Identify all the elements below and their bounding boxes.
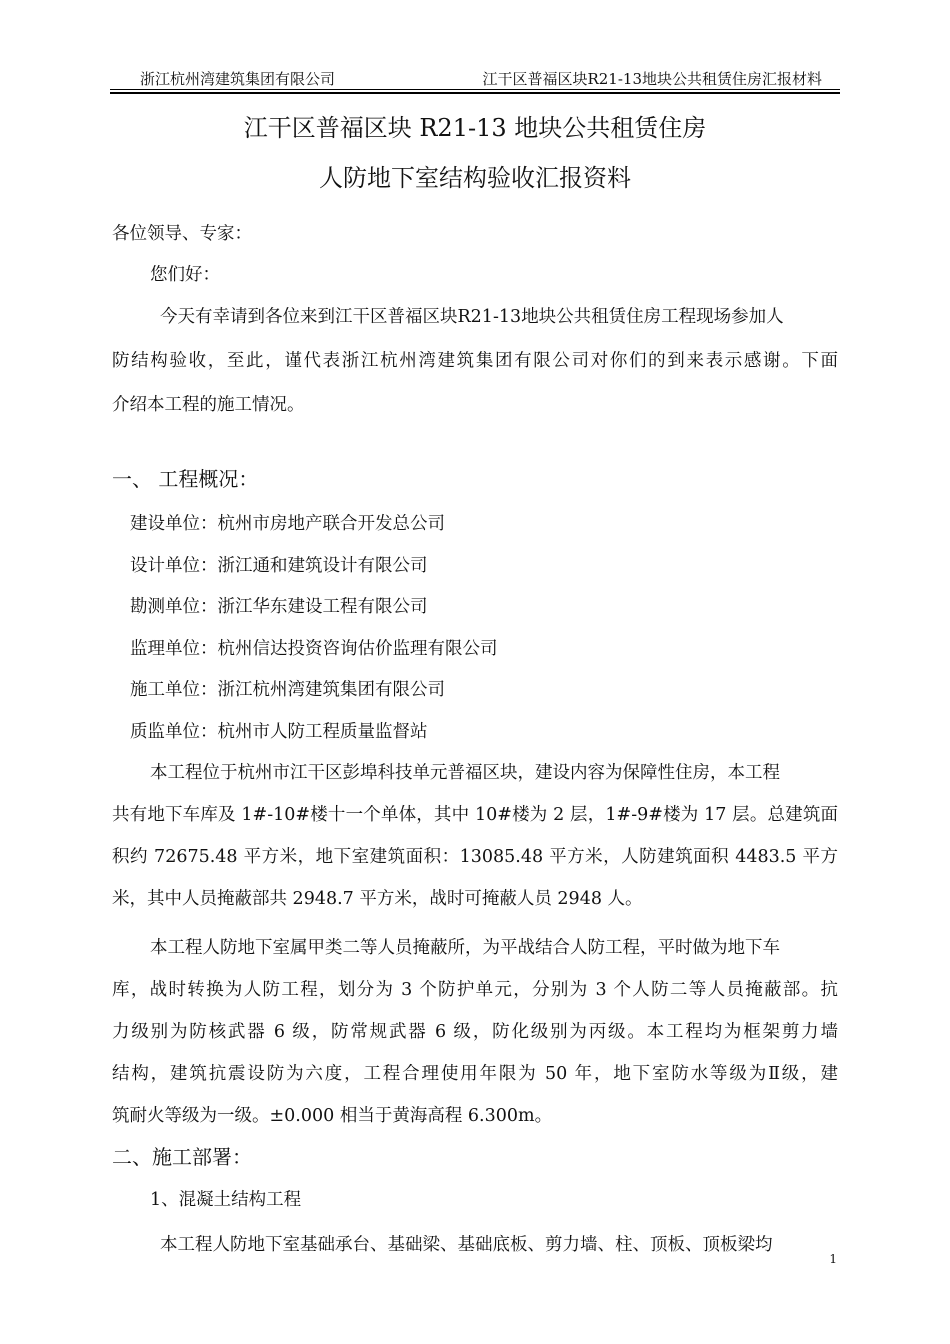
overview-paragraph-line-1: 本工程位于杭州市江干区彭埠科技单元普福区块，建设内容为保障性住房，本工程 bbox=[150, 763, 780, 783]
intro-paragraph-line-1: 今天有幸请到各位来到江干区普福区块R21-13地块公共租赁住房工程现场参加人 bbox=[160, 307, 784, 327]
civil-defense-paragraph-line-5: 筑耐火等级为一级。±0.000 相当于黄海高程 6.300m。 bbox=[112, 1106, 553, 1126]
subsection-concrete: 1、混凝土结构工程 bbox=[150, 1190, 302, 1210]
header-report-title: 江干区普福区块R21-13地块公共租赁住房汇报材料 bbox=[482, 70, 822, 88]
unit-survey: 勘测单位：浙江华东建设工程有限公司 bbox=[130, 597, 428, 617]
salutation: 各位领导、专家： bbox=[112, 224, 252, 244]
overview-paragraph-line-3: 积约 72675.48 平方米，地下室建筑面积：13085.48 平方米，人防建筑面积 4483.5 平方 bbox=[112, 847, 838, 867]
intro-paragraph-line-2: 防结构验收，至此，谨代表浙江杭州湾建筑集团有限公司对你们的到来表示感谢。下面 bbox=[112, 351, 838, 371]
overview-paragraph-line-2: 共有地下车库及 1#-10#楼十一个单体，其中 10#楼为 2 层，1#-9#楼为 17 层。总建筑面 bbox=[112, 805, 838, 825]
civil-defense-paragraph-line-4: 结构，建筑抗震设防为六度，工程合理使用年限为 50 年，地下室防水等级为Ⅱ级，建 bbox=[112, 1064, 838, 1084]
unit-construction: 建设单位：杭州市房地产联合开发总公司 bbox=[130, 514, 445, 534]
civil-defense-paragraph-line-2: 库，战时转换为人防工程，划分为 3 个防护单元，分别为 3 个人防二等人员掩蔽部。抗 bbox=[112, 980, 838, 1000]
intro-paragraph-line-3: 介绍本工程的施工情况。 bbox=[112, 395, 305, 415]
document-title-line-1: 江干区普福区块 R21-13 地块公共租赁住房 bbox=[243, 114, 707, 142]
unit-supervision: 监理单位：杭州信达投资咨询估价监理有限公司 bbox=[130, 639, 498, 659]
civil-defense-paragraph-line-3: 力级别为防核武器 6 级，防常规武器 6 级，防化级别为丙级。本工程均为框架剪力墙 bbox=[112, 1022, 838, 1042]
section-1-heading: 一、 工程概况： bbox=[112, 467, 259, 491]
page-number: 1 bbox=[829, 1252, 837, 1266]
section-2-heading: 二、施工部署： bbox=[112, 1145, 252, 1169]
greeting: 您们好： bbox=[150, 265, 220, 285]
document-title-line-2: 人防地下室结构验收汇报资料 bbox=[319, 164, 631, 192]
unit-quality: 质监单位：杭州市人防工程质量监督站 bbox=[130, 722, 428, 742]
overview-paragraph-line-4: 米，其中人员掩蔽部共 2948.7 平方米，战时可掩蔽人员 2948 人。 bbox=[112, 889, 643, 909]
header-rule-thick bbox=[110, 92, 840, 94]
unit-builder: 施工单位：浙江杭州湾建筑集团有限公司 bbox=[130, 680, 445, 700]
header-rule bbox=[110, 89, 840, 90]
unit-design: 设计单位：浙江通和建筑设计有限公司 bbox=[130, 556, 428, 576]
concrete-paragraph-line-1: 本工程人防地下室基础承台、基础梁、基础底板、剪力墙、柱、顶板、顶板梁均 bbox=[160, 1235, 773, 1255]
civil-defense-paragraph-line-1: 本工程人防地下室属甲类二等人员掩蔽所，为平战结合人防工程，平时做为地下车 bbox=[150, 938, 780, 958]
header-company: 浙江杭州湾建筑集团有限公司 bbox=[140, 70, 336, 88]
